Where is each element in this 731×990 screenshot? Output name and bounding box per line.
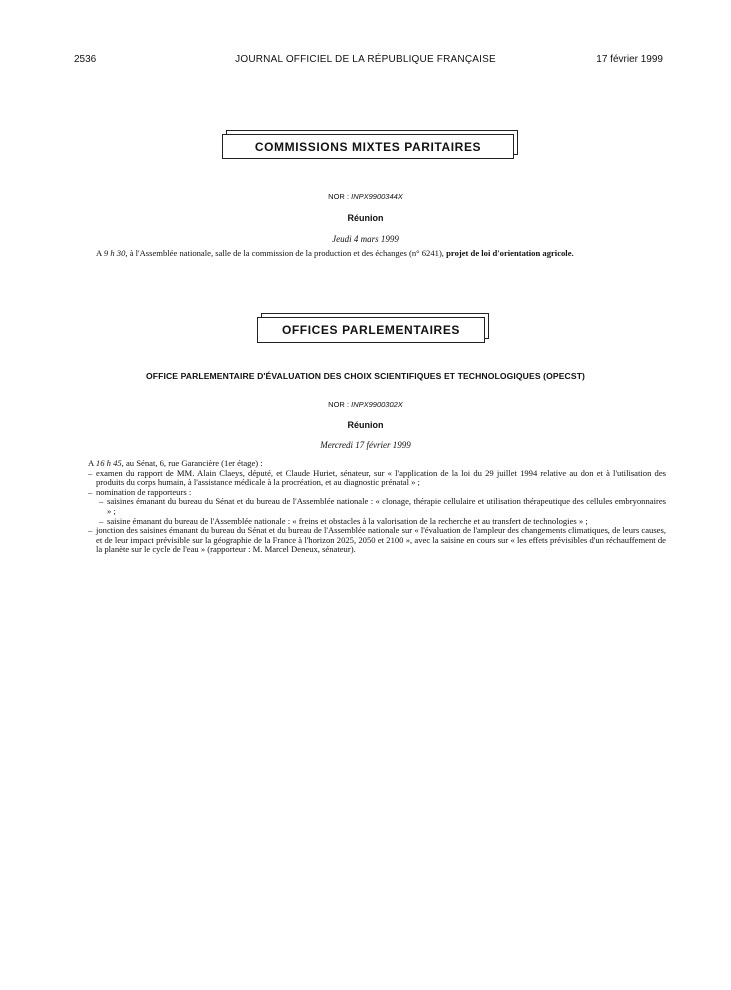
journal-title: JOURNAL OFFICIEL DE LA RÉPUBLIQUE FRANÇAISE (235, 54, 496, 65)
meeting-date-2: Mercredi 17 février 1999 (320, 440, 411, 450)
para-bill-title: projet de loi d'orientation agricole. (446, 248, 574, 258)
agenda-list (88, 459, 666, 555)
list-item-text: jonction des saisines émanant du bureau du Sénat et du bureau de l'Assemblée nationale sur « l'évaluation de l'ampleur des changements climatiques, de leurs causes, et de leur impact prévisible sur la géographie de la France à l'horizon 2025, 2050 et 2100 », avec la saisine en cours sur « les effets prévisibles d'un réchauffement de la planète sur le cycle de l'eau » (rapporteur : M. Marcel Deneux, sénateur). (96, 525, 666, 555)
meeting-paragraph-1 (88, 249, 666, 259)
para-text: à l'Assemblée nationale, salle de la commission de la production et des échanges (n° 6241), (129, 248, 444, 258)
list-item (88, 469, 666, 488)
list-dash: – (88, 525, 93, 536)
list-dash: – (99, 496, 104, 507)
intro-prefix: A (88, 458, 94, 468)
meeting-date-1: Jeudi 4 mars 1999 (332, 234, 399, 244)
list-dash: – (99, 515, 104, 526)
section-title-offices: OFFICES PARLEMENTAIRES (257, 317, 485, 343)
office-title: OFFICE PARLEMENTAIRE D'ÉVALUATION DES CHOIX SCIENTIFIQUES ET TECHNOLOGIQUES (OPECST) (145, 371, 586, 381)
list-item-text: saisines émanant du bureau du Sénat et du bureau de l'Assemblée nationale : « clonage, thérapie cellulaire et utilisation thérapeutique des cellules embryonnaires » ; (107, 496, 666, 516)
nor-line-2 (0, 400, 731, 409)
nor-label: NOR : (328, 192, 350, 201)
para-time: 9 h 30, (103, 248, 128, 258)
nor-line-1 (0, 192, 731, 201)
intro-text: au Sénat, 6, rue Garancière (1er étage) : (125, 458, 263, 468)
issue-date: 17 février 1999 (596, 54, 663, 65)
para-prefix: A (96, 248, 102, 258)
list-item-text: saisine émanant du bureau de l'Assemblée nationale : « freins et obstacles à la valorisation de la recherche et au transfert de technologies » ; (107, 515, 588, 526)
page-number: 2536 (74, 54, 97, 65)
list-item (88, 497, 666, 516)
nor-label: NOR : (328, 400, 350, 409)
intro-time: 16 h 45, (95, 458, 124, 468)
nor-code: INPX9900344X (351, 192, 403, 201)
nor-code: INPX9900302X (351, 400, 403, 409)
list-item-text: nomination de rapporteurs : (96, 486, 192, 497)
list-dash: – (88, 486, 93, 497)
list-item-text: examen du rapport de MM. Alain Claeys, député, et Claude Huriet, sénateur, sur « l'application de la loi du 29 juillet 1994 relative au don et à l'utilisation des produits du corps humain, à l'assistance médicale à la procréation, et au diagnostic prénatal » ; (96, 467, 666, 488)
section-title-commissions: COMMISSIONS MIXTES PARITAIRES (222, 134, 514, 159)
list-item (88, 526, 666, 555)
meeting-label-2: Réunion (347, 420, 384, 430)
list-dash: – (88, 467, 93, 478)
meeting-label-1: Réunion (347, 213, 384, 223)
